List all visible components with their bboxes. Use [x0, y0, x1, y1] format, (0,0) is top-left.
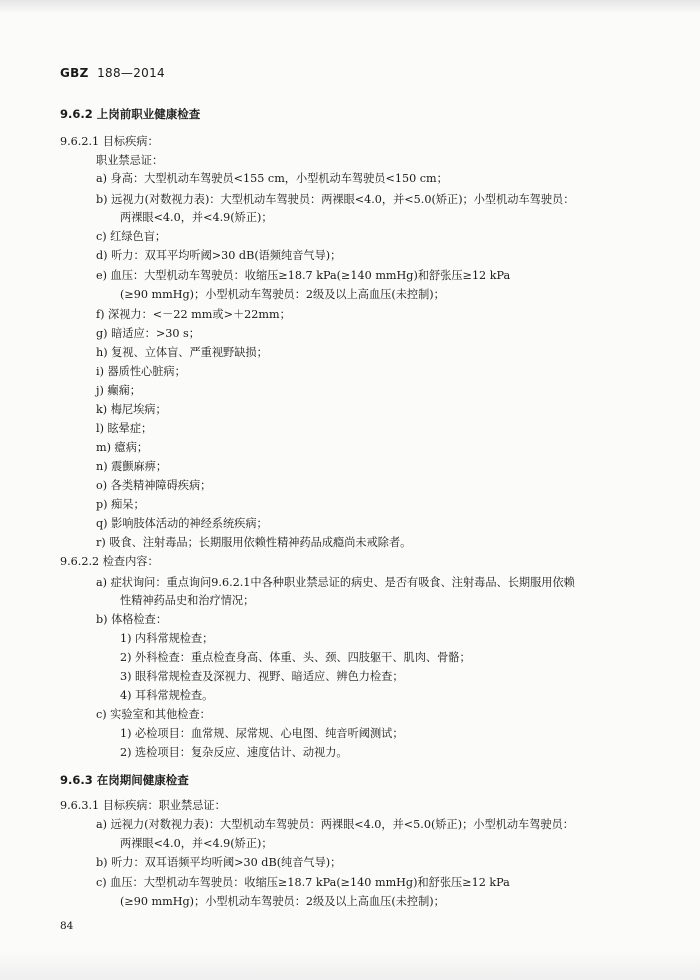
- list-item: r) 吸食、注射毒品；长期服用依赖性精神药品成瘾尚未戒除者。: [96, 536, 412, 549]
- list-item: b) 听力：双耳语频平均听阈>30 dB(纯音气导)；: [96, 856, 342, 869]
- list-item: c) 红绿色盲；: [96, 230, 167, 243]
- list-item-continuation: 两裸眼<4.0，并<4.9(矫正)；: [120, 211, 273, 224]
- section-heading-9-6-2: 9.6.2 上岗前职业健康检查: [60, 107, 201, 121]
- list-item: m) 癔病；: [96, 441, 149, 454]
- list-item: k) 梅尼埃病；: [96, 403, 167, 416]
- list-item: e) 血压：大型机动车驾驶员：收缩压≥18.7 kPa(≥140 mmHg)和舒张压≥12 kPa: [96, 269, 511, 282]
- scan-edge-top: [0, 0, 700, 14]
- subsection-title-9-6-2-1: 9.6.2.1 目标疾病：: [60, 135, 159, 148]
- list-item: d) 听力：双耳平均听阈>30 dB(语频纯音气导)；: [96, 249, 342, 262]
- list-item: n) 震颤麻痹；: [96, 460, 168, 473]
- sub-list-item: 1) 内科常规检查；: [120, 632, 214, 645]
- list-item: c) 实验室和其他检查：: [96, 708, 211, 721]
- list-item: l) 眩晕症；: [96, 422, 153, 435]
- list-item-continuation: 两裸眼<4.0，并<4.9(矫正)；: [120, 837, 273, 850]
- sub-list-item: 2) 外科检查：重点检查身高、体重、头、颈、四肢躯干、肌肉、骨骼；: [120, 651, 471, 664]
- standard-code: GBZ: [60, 66, 89, 80]
- list-item: f) 深视力：<－22 mm或>＋22mm；: [96, 308, 291, 321]
- list-item-continuation: (≥90 mmHg)；小型机动车驾驶员：2级及以上高血压(未控制)；: [120, 895, 445, 908]
- list-item: c) 血压：大型机动车驾驶员：收缩压≥18.7 kPa(≥140 mmHg)和舒张压≥12 kPa: [96, 876, 510, 889]
- list-item: a) 身高：大型机动车驾驶员<155 cm，小型机动车驾驶员<150 cm；: [96, 172, 448, 185]
- standard-number: 188—2014: [97, 66, 165, 80]
- subsection-title-9-6-3-1: 9.6.3.1 目标疾病：职业禁忌证：: [60, 799, 226, 812]
- list-item-continuation: (≥90 mmHg)；小型机动车驾驶员：2级及以上高血压(未控制)；: [120, 288, 445, 301]
- sub-list-item: 3) 眼科常规检查及深视力、视野、暗适应、辨色力检查；: [120, 670, 404, 683]
- sub-list-item: 2) 选检项目：复杂反应、速度估计、动视力。: [120, 746, 348, 759]
- sub-list-item: 4) 耳科常规检查。: [120, 689, 214, 702]
- paragraph-intro: 职业禁忌证：: [96, 154, 164, 167]
- list-item: j) 癫痫；: [96, 384, 141, 397]
- list-item: g) 暗适应：>30 s；: [96, 327, 200, 340]
- list-item: b) 体格检查：: [96, 613, 168, 626]
- list-item: o) 各类精神障碍疾病；: [96, 479, 212, 492]
- section-heading-9-6-3: 9.6.3 在岗期间健康检查: [60, 773, 189, 787]
- list-item: h) 复视、立体盲、严重视野缺损；: [96, 346, 268, 359]
- list-item: i) 器质性心脏病；: [96, 365, 186, 378]
- scan-edge-bottom: [0, 950, 700, 980]
- page-number: 84: [60, 920, 74, 932]
- list-item: a) 远视力(对数视力表)：大型机动车驾驶员：两裸眼<4.0，并<5.0(矫正)；小型机动车驾驶员：: [96, 818, 574, 831]
- list-item: a) 症状询问：重点询问9.6.2.1中各种职业禁忌证的病史、是否有吸食、注射毒品、长期服用依赖: [96, 576, 575, 589]
- document-header: [60, 66, 165, 80]
- list-item: p) 痴呆；: [96, 498, 145, 511]
- list-item: q) 影响肢体活动的神经系统疾病；: [96, 517, 268, 530]
- subsection-title-9-6-2-2: 9.6.2.2 检查内容：: [60, 555, 159, 568]
- sub-list-item: 1) 必检项目：血常规、尿常规、心电图、纯音听阈测试；: [120, 727, 404, 740]
- list-item: b) 远视力(对数视力表)：大型机动车驾驶员：两裸眼<4.0，并<5.0(矫正)；小型机动车驾驶员：: [96, 193, 575, 206]
- list-item-continuation: 性精神药品史和治疗情况；: [120, 594, 255, 607]
